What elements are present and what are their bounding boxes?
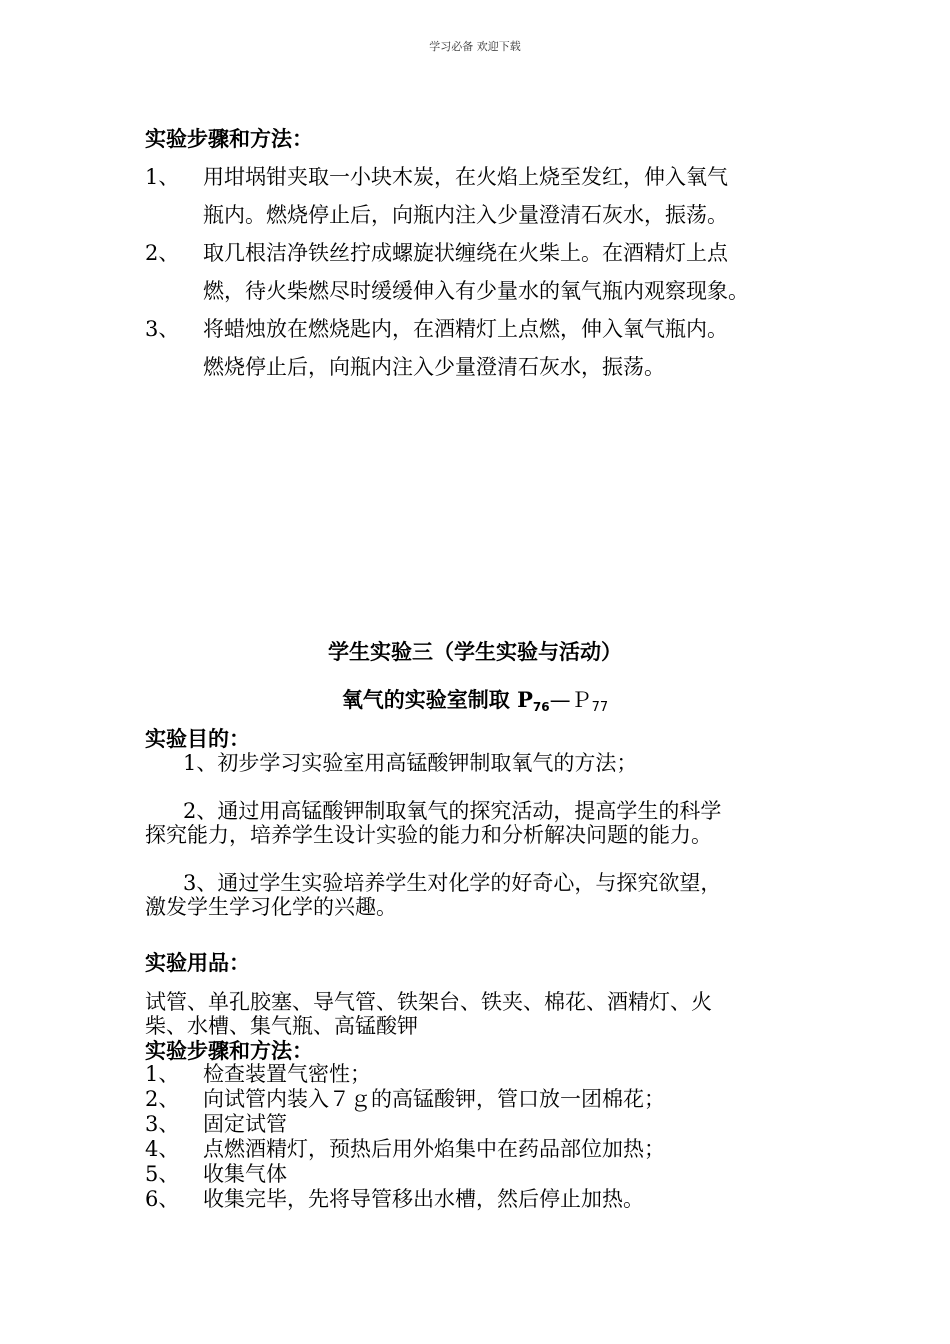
step-number: 1、	[145, 1062, 180, 1086]
objective-item: 2、通过用高锰酸钾制取氧气的探究活动，提高学生的科学	[183, 799, 722, 823]
page-subtitle	[0, 684, 950, 715]
step-text: 用坩埚钳夹取一小块木炭，在火焰上烧至发红，伸入氧气	[203, 165, 728, 189]
page-title: 学生实验三（学生实验与活动）	[328, 640, 622, 664]
step-number: 4、	[145, 1137, 180, 1161]
page-ref-start: P	[517, 687, 533, 712]
materials-list: 柴、水槽、集气瓶、高锰酸钾	[145, 1014, 418, 1038]
step-text: 燃，待火柴燃尽时缓缓伸入有少量水的氧气瓶内观察现象。	[203, 279, 749, 303]
section-heading-steps: 实验步骤和方法：	[145, 1039, 313, 1063]
step-text: 收集完毕，先将导管移出水槽，然后停止加热。	[203, 1187, 644, 1211]
objective-item: 探究能力，培养学生设计实验的能力和分析解决问题的能力。	[145, 823, 712, 847]
objective-item: 3、通过学生实验培养学生对化学的好奇心，与探究欲望，	[183, 871, 722, 895]
step-number: 2、	[145, 241, 180, 265]
step-number: 2、	[145, 1087, 180, 1111]
step-text: 将蜡烛放在燃烧匙内，在酒精灯上点燃，伸入氧气瓶内。	[203, 317, 728, 341]
step-number: 6、	[145, 1187, 180, 1211]
section-heading-materials: 实验用品：	[145, 951, 250, 975]
page-ref-end: Ｐ	[570, 688, 592, 712]
page-ref-start-num: 76	[532, 700, 550, 714]
section-heading-steps: 实验步骤和方法：	[145, 127, 313, 151]
step-text: 固定试管	[203, 1112, 287, 1136]
objective-item: 1、初步学习实验室用高锰酸钾制取氧气的方法；	[183, 751, 638, 775]
objective-item: 激发学生学习化学的兴趣。	[145, 895, 397, 919]
step-text: 收集气体	[203, 1162, 287, 1186]
page-header: 学习必备 欢迎下载	[429, 40, 521, 53]
step-number: 3、	[145, 317, 180, 341]
step-text: 点燃酒精灯，预热后用外焰集中在药品部位加热；	[203, 1137, 665, 1161]
step-text: 取几根洁净铁丝拧成螺旋状缠绕在火柴上。在酒精灯上点	[203, 241, 728, 265]
step-number: 5、	[145, 1162, 180, 1186]
materials-list: 试管、单孔胶塞、导气管、铁架台、铁夹、棉花、酒精灯、火	[145, 990, 712, 1014]
step-text: 瓶内。燃烧停止后，向瓶内注入少量澄清石灰水，振荡。	[203, 203, 728, 227]
step-text: 向试管内装入７ｇ的高锰酸钾，管口放一团棉花；	[203, 1087, 665, 1111]
section-heading-objectives: 实验目的：	[145, 727, 250, 751]
page-ref-end-num: 77	[591, 700, 609, 715]
step-text: 燃烧停止后，向瓶内注入少量澄清石灰水，振荡。	[203, 355, 665, 379]
step-number: 1、	[145, 165, 180, 189]
subtitle-text: 氧气的实验室制取	[341, 688, 518, 712]
page-ref-dash: —	[549, 688, 571, 712]
step-number: 3、	[145, 1112, 180, 1136]
step-text: 检查装置气密性；	[203, 1062, 371, 1086]
